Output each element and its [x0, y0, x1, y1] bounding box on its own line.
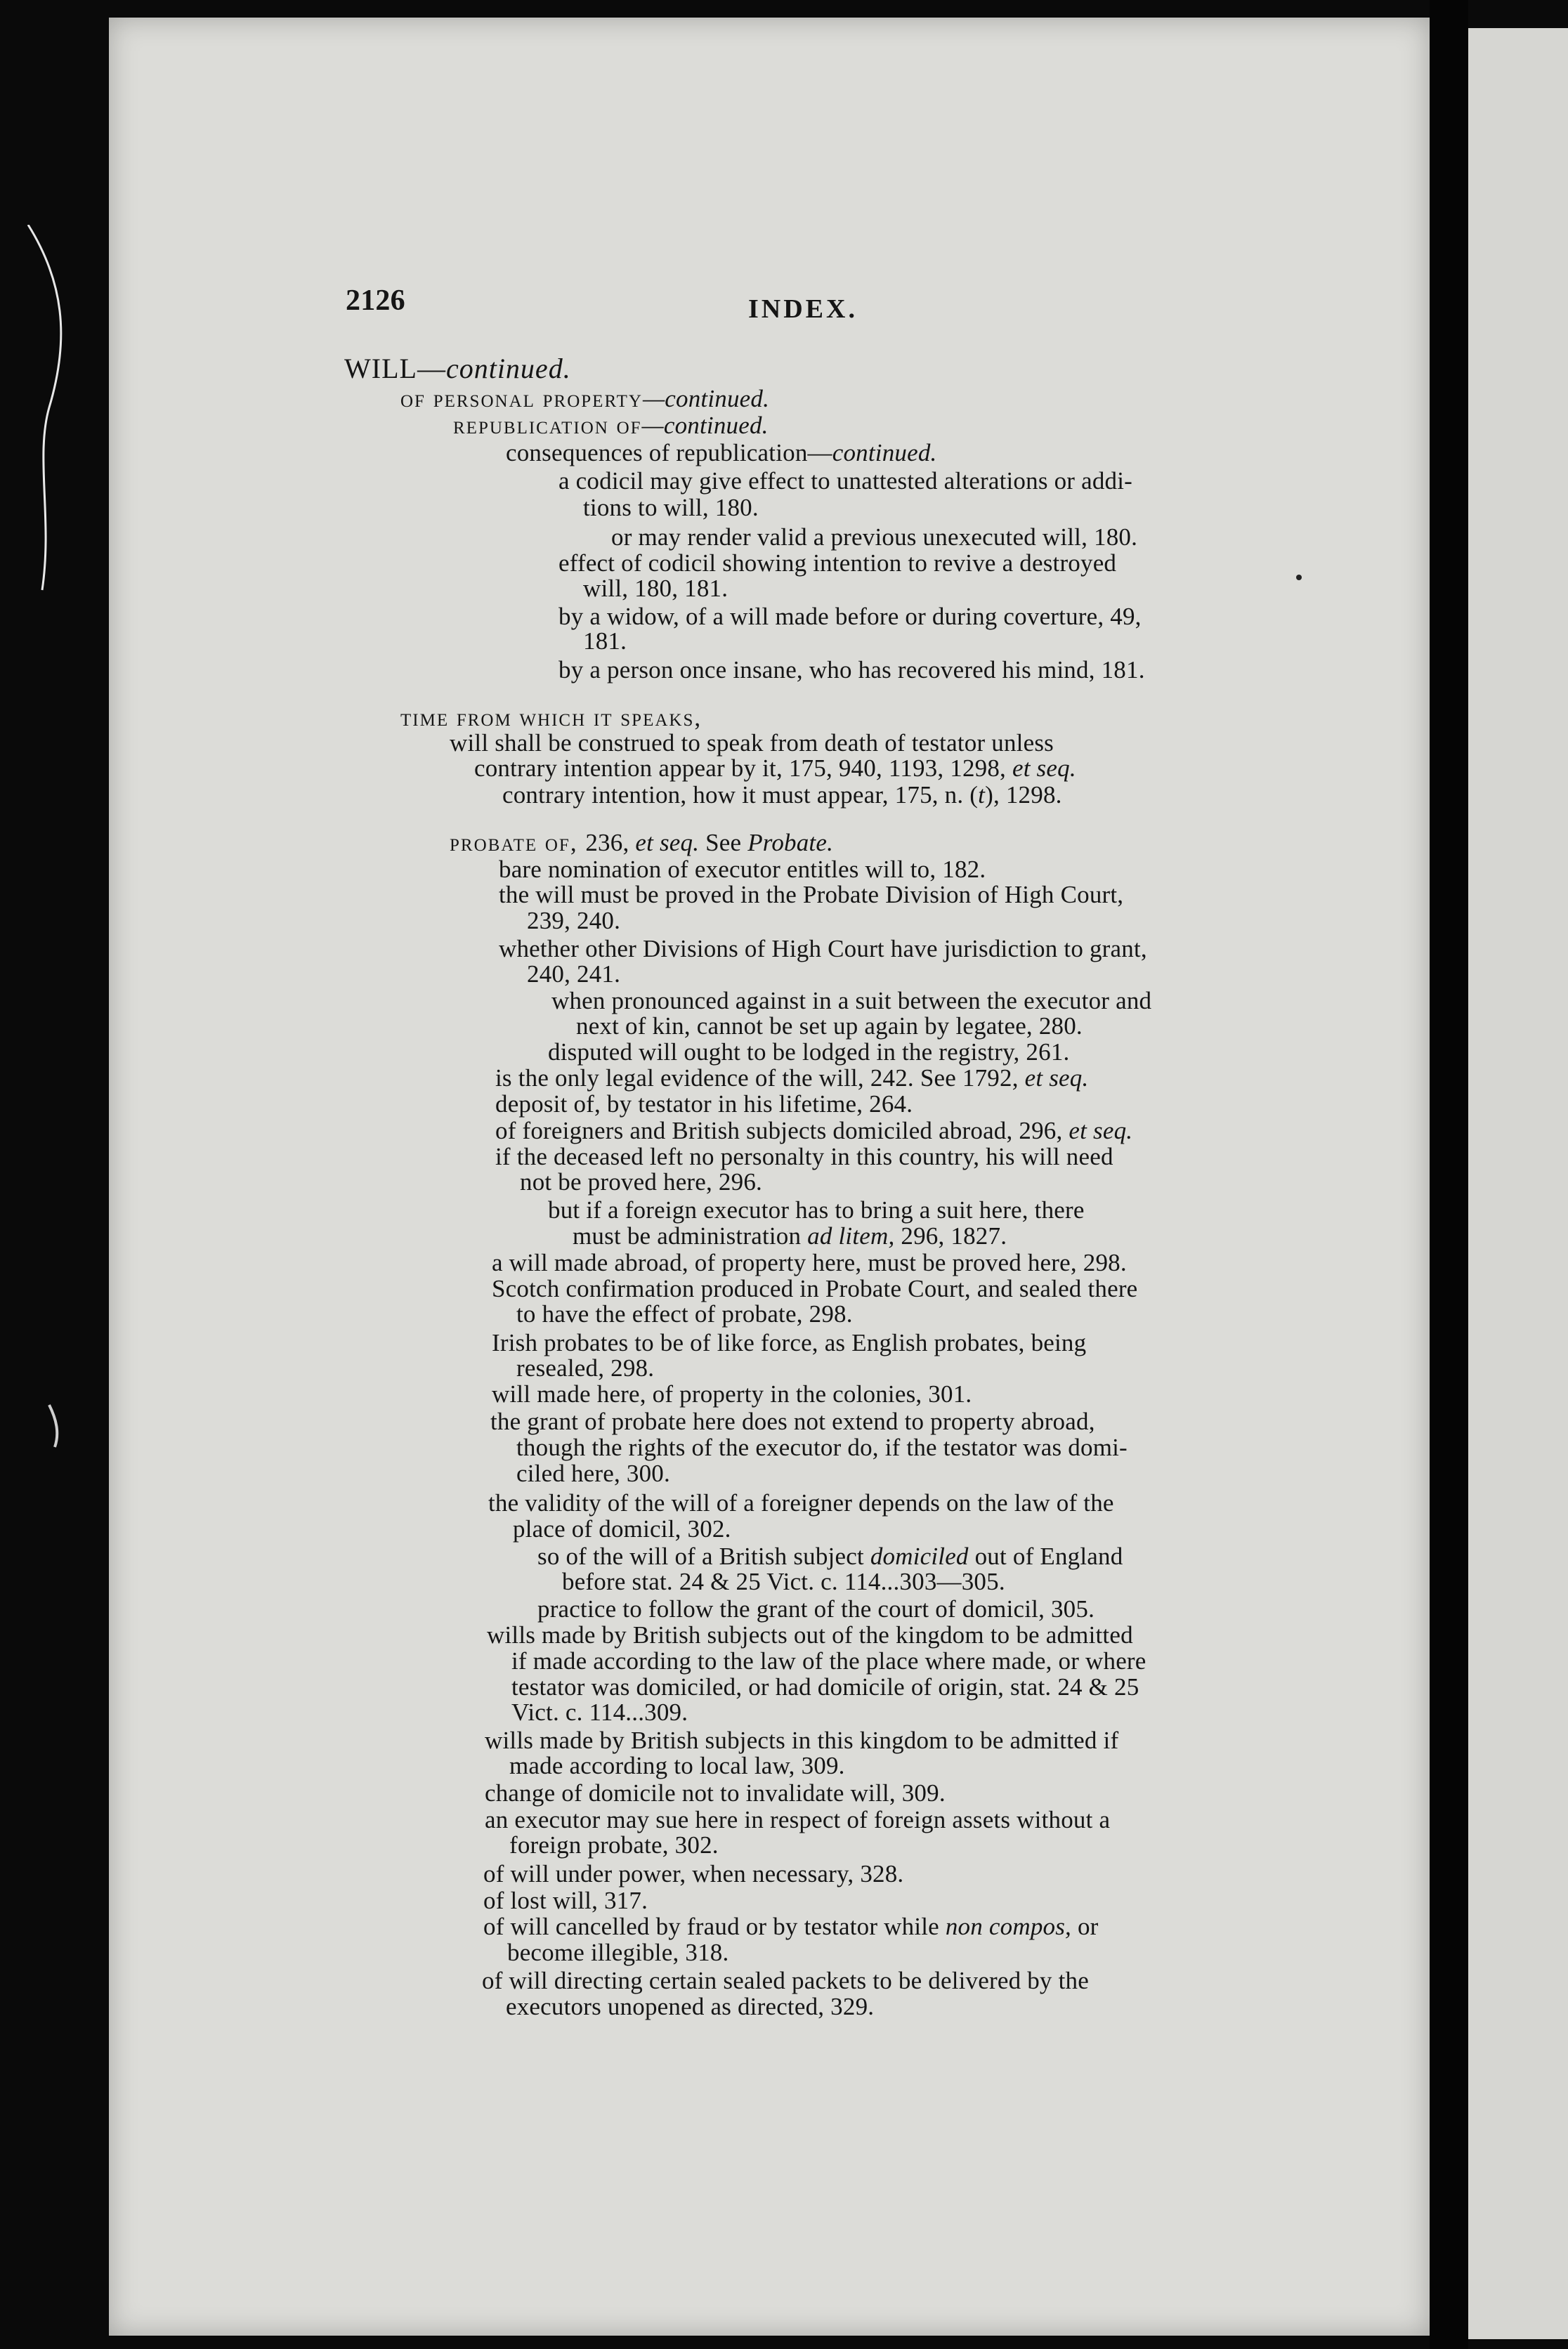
index-line	[485, 1727, 1118, 1755]
line-text: before stat. 24 & 25 Vict. c. 114...303—305.	[562, 1568, 1005, 1595]
line-text: change of domicile not to invalidate will, 309.	[485, 1779, 946, 1807]
line-text: consequences of republication—	[506, 439, 832, 466]
italic-text: continued.	[445, 353, 571, 384]
line-text: will, 180, 181.	[583, 575, 729, 602]
index-line	[502, 781, 1062, 809]
line-text: bare nomination of executor entitles will to, 182.	[499, 856, 986, 883]
index-line	[583, 494, 759, 522]
line-text: 240, 241.	[527, 960, 621, 988]
line-text: if made according to the law of the place where made, or where	[511, 1647, 1146, 1675]
line-text: 239, 240.	[527, 907, 621, 934]
index-line	[450, 729, 1054, 757]
line-text: See	[699, 829, 748, 856]
book-gutter	[1430, 0, 1468, 2349]
line-text: the grant of probate here does not extend to property abroad,	[490, 1408, 1095, 1435]
index-line	[562, 1568, 1005, 1596]
index-line	[492, 1329, 1086, 1357]
index-line	[450, 829, 833, 857]
index-line	[516, 1434, 1128, 1462]
index-line	[453, 412, 769, 440]
line-text: is the only legal evidence of the will, 242. See 1792,	[495, 1064, 1025, 1092]
line-text: practice to follow the grant of the court of domicil, 305.	[537, 1595, 1095, 1623]
index-line	[483, 1887, 648, 1915]
line-text: whether other Divisions of High Court have jurisdiction to grant,	[499, 935, 1147, 962]
line-text: republication of	[453, 412, 642, 439]
index-line	[400, 385, 769, 413]
italic-text: non compos,	[945, 1913, 1071, 1940]
line-text: made according to local law, 309.	[509, 1752, 845, 1779]
line-text: a codicil may give effect to unattested alterations or addi-	[558, 467, 1133, 495]
line-text: next of kin, cannot be set up again by legatee, 280.	[576, 1012, 1083, 1040]
index-line	[558, 467, 1132, 495]
line-text: will made here, of property in the colonies, 301.	[492, 1380, 972, 1408]
facing-page-edge	[1468, 28, 1568, 2339]
index-line	[583, 575, 728, 603]
line-text: must be administration	[573, 1222, 808, 1250]
italic-text: et seq.	[1024, 1064, 1089, 1092]
line-text: ciled here, 300.	[516, 1460, 670, 1487]
index-line	[551, 987, 1151, 1015]
line-text: when pronounced against in a suit between the executor and	[551, 987, 1152, 1014]
index-line	[490, 1408, 1095, 1436]
line-text: executors unopened as directed, 329.	[506, 1993, 875, 2020]
index-line	[516, 1460, 670, 1488]
index-line	[511, 1699, 688, 1727]
line-text: wills made by British subjects in this kingdom to be admitted if	[485, 1727, 1119, 1754]
line-text: out of England	[968, 1543, 1123, 1570]
line-text: by a person once insane, who has recovered his mind, 181.	[558, 656, 1145, 683]
italic-text: domiciled	[870, 1543, 969, 1570]
index-line	[576, 1012, 1083, 1040]
page-title: INDEX.	[748, 294, 858, 324]
italic-text: Probate.	[747, 829, 834, 856]
line-text: of will cancelled by fraud or by testator while	[483, 1913, 946, 1940]
index-line	[583, 627, 627, 655]
line-text: 236,	[585, 829, 636, 856]
line-text: so of the will of a British subject	[537, 1543, 870, 1570]
index-line	[487, 1621, 1133, 1649]
index-line	[485, 1779, 946, 1807]
index-line	[492, 1249, 1127, 1277]
index-line	[558, 603, 1142, 631]
index-line	[573, 1222, 1007, 1250]
index-line	[558, 549, 1116, 577]
line-text: of will under power, when necessary, 328.	[483, 1860, 904, 1887]
line-text: become illegible, 318.	[507, 1939, 729, 1966]
index-line	[506, 1993, 874, 2021]
index-line	[495, 1064, 1088, 1092]
index-line	[527, 960, 620, 988]
line-text: wills made by British subjects out of the kingdom to be admitted	[487, 1621, 1133, 1649]
index-line	[511, 1673, 1139, 1701]
page-edge-curve	[0, 225, 84, 1770]
italic-text: ad litem,	[807, 1222, 895, 1250]
line-text: the validity of the will of a foreigner depends on the law of the	[488, 1489, 1114, 1517]
line-text: a will made abroad, of property here, must be proved here, 298.	[492, 1249, 1127, 1276]
line-text: to have the effect of probate, 298.	[516, 1300, 853, 1328]
line-text: resealed, 298.	[516, 1354, 655, 1382]
line-text: effect of codicil showing intention to revive a destroyed	[558, 549, 1117, 577]
line-text: place of domicil, 302.	[513, 1515, 731, 1543]
speck-mark	[1296, 575, 1302, 580]
index-line	[482, 1967, 1089, 1995]
line-text: 181.	[583, 627, 627, 655]
italic-text: continued.	[832, 439, 937, 466]
index-line	[537, 1543, 1123, 1571]
index-line	[558, 656, 1145, 684]
line-text: Scotch confirmation produced in Probate Court, and sealed there	[492, 1275, 1138, 1302]
index-line	[527, 907, 620, 935]
index-line	[499, 856, 986, 884]
line-text: ), 1298.	[985, 781, 1062, 809]
index-line	[513, 1515, 731, 1543]
index-line	[516, 1354, 654, 1382]
index-line	[474, 754, 1076, 783]
line-text: time from which it speaks,	[400, 704, 703, 731]
index-line	[499, 881, 1123, 909]
line-text: of lost will, 317.	[483, 1887, 648, 1914]
line-text: contrary intention, how it must appear, 175, n. (	[502, 781, 979, 809]
index-line	[507, 1939, 729, 1967]
line-text: of personal property	[400, 385, 643, 412]
index-line	[483, 1860, 903, 1888]
line-text: the will must be proved in the Probate Division of High Court,	[499, 881, 1124, 908]
index-line	[485, 1806, 1110, 1834]
line-text: testator was domiciled, or had domicile of origin, stat. 24 & 25	[511, 1673, 1139, 1701]
line-text: foreign probate, 302.	[509, 1831, 719, 1859]
line-text: or may render valid a previous unexecuted will, 180.	[611, 523, 1138, 551]
index-line	[495, 1117, 1132, 1145]
index-line	[492, 1275, 1137, 1303]
index-line	[611, 523, 1137, 551]
line-text: if the deceased left no personalty in this country, his will need	[495, 1143, 1113, 1170]
index-line	[548, 1196, 1085, 1224]
line-text: Vict. c. 114...309.	[511, 1699, 688, 1726]
index-line	[400, 704, 702, 732]
index-line	[492, 1380, 972, 1408]
italic-text: et seq.	[1069, 1117, 1133, 1144]
line-text: not be proved here, 296.	[520, 1168, 762, 1196]
index-line	[483, 1913, 1099, 1941]
line-text: tions to will, 180.	[583, 494, 759, 521]
page-number: 2126	[346, 284, 405, 317]
index-line	[509, 1752, 845, 1780]
index-line	[537, 1595, 1095, 1623]
italic-text: —continued.	[642, 385, 770, 412]
italic-text: et seq.	[1012, 754, 1076, 782]
index-line	[495, 1143, 1113, 1171]
italic-text: t	[978, 781, 986, 809]
line-text: though the rights of the executor do, if the testator was domi-	[516, 1434, 1128, 1461]
index-line	[509, 1831, 719, 1859]
index-line	[516, 1300, 853, 1328]
italic-text: et seq.	[635, 829, 700, 856]
index-line	[548, 1038, 1069, 1066]
line-text: WILL—	[344, 353, 446, 384]
index-line	[506, 439, 937, 467]
line-text: or	[1071, 1913, 1099, 1940]
line-text: an executor may sue here in respect of foreign assets without a	[485, 1806, 1111, 1833]
line-text: Irish probates to be of like force, as English probates, being	[492, 1329, 1087, 1356]
index-line	[511, 1647, 1146, 1675]
line-text: disputed will ought to be lodged in the registry, 261.	[548, 1038, 1070, 1066]
index-line	[499, 935, 1147, 963]
index-line	[520, 1168, 762, 1196]
line-text: 296, 1827.	[894, 1222, 1007, 1250]
line-text: contrary intention appear by it, 175, 940, 1193, 1298,	[474, 754, 1012, 782]
italic-text: —continued.	[641, 412, 769, 439]
line-text: probate of,	[450, 829, 586, 856]
line-text: but if a foreign executor has to bring a suit here, there	[548, 1196, 1085, 1224]
line-text: will shall be construed to speak from death of testator unless	[450, 729, 1054, 757]
index-line	[488, 1489, 1114, 1517]
line-text: deposit of, by testator in his lifetime, 264.	[495, 1090, 913, 1118]
line-text: by a widow, of a will made before or during coverture, 49,	[558, 603, 1142, 630]
index-line	[344, 355, 571, 383]
index-line	[495, 1090, 913, 1118]
line-text: of foreigners and British subjects domiciled abroad, 296,	[495, 1117, 1069, 1144]
line-text: of will directing certain sealed packets to be delivered by the	[482, 1967, 1089, 1994]
